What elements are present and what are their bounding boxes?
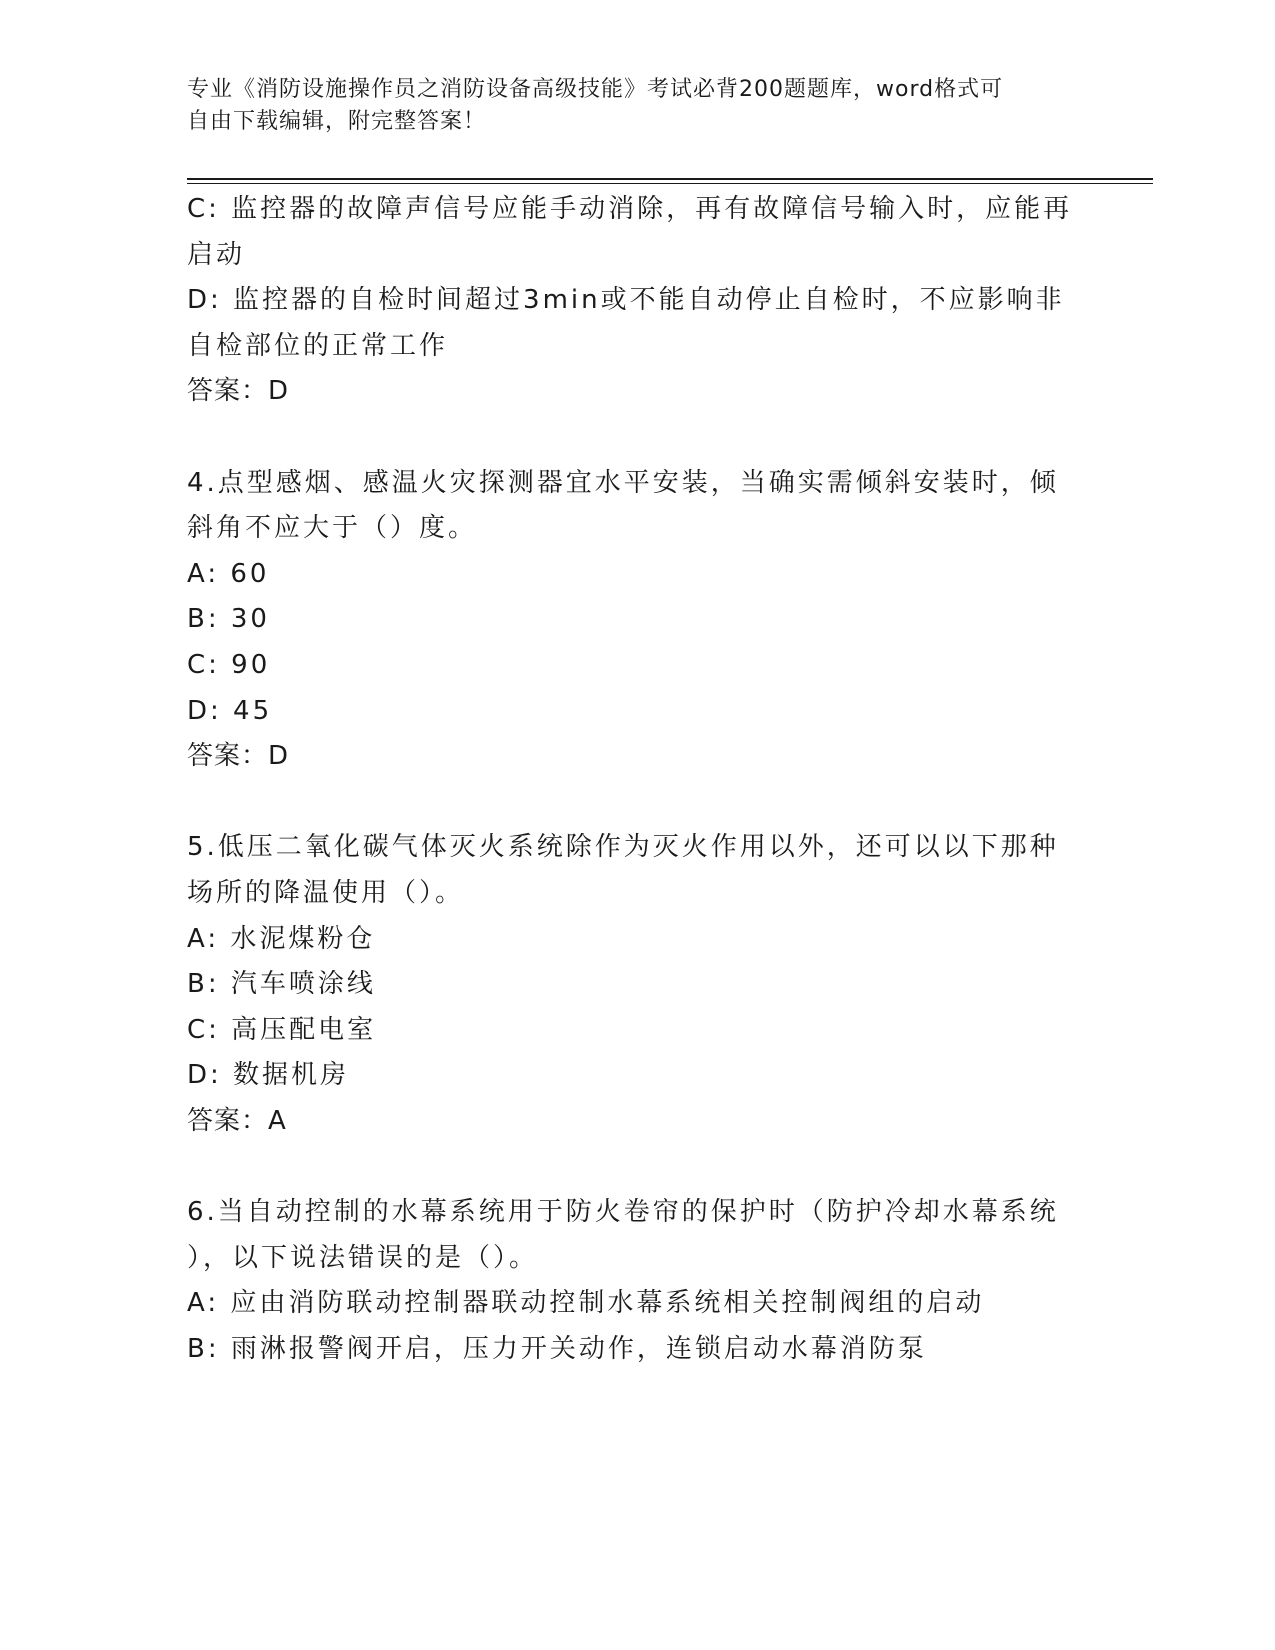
- question-4: [187, 461, 1087, 780]
- question-stem-line-2: 场所的降温使用（）。: [187, 877, 465, 908]
- option-c: C: 高压配电室: [187, 1014, 377, 1045]
- header-divider: [187, 178, 1153, 184]
- question-stem-line-1: 5.低压二氧化碳气体灭火系统除作为灭火作用以外，还可以以下那种: [187, 832, 1059, 863]
- option-d: D: 45: [187, 695, 273, 726]
- option-d-line-2: 自检部位的正常工作: [187, 330, 449, 361]
- option-b: B: 汽车喷涂线: [187, 969, 376, 1000]
- option-d: D: 数据机房: [187, 1060, 350, 1091]
- option-b: B: 雨淋报警阀开启，压力开关动作，连锁启动水幕消防泵: [187, 1333, 927, 1364]
- spacer: [187, 415, 1087, 461]
- option-c-line-1: C: 监控器的故障声信号应能手动消除，再有故障信号输入时，应能再: [187, 194, 1073, 224]
- spacer: [187, 780, 1087, 826]
- option-a: A: 60: [187, 558, 270, 589]
- option-d-line-1: D: 监控器的自检时间超过3min或不能自动停止自检时，不应影响非: [187, 285, 1065, 316]
- question-3-continued: [187, 187, 1087, 415]
- document-header: [187, 74, 1067, 138]
- option-a: A: 水泥煤粉仓: [187, 923, 376, 954]
- question-5: [187, 825, 1087, 1144]
- answer: 答案：A: [187, 1105, 287, 1136]
- document-body: [187, 187, 1087, 1372]
- option-c-line-2: 启动: [187, 239, 246, 270]
- question-stem-line-2: 斜角不应大于（）度。: [187, 513, 478, 544]
- question-stem-line-1: 6.当自动控制的水幕系统用于防火卷帘的保护时（防护冷却水幕系统: [187, 1197, 1059, 1228]
- answer: 答案：D: [187, 376, 290, 407]
- question-stem-line-1: 4.点型感烟、感温火灾探测器宜水平安装，当确实需倾斜安装时，倾: [187, 467, 1059, 498]
- question-stem-line-2: ），以下说法错误的是（）。: [187, 1242, 539, 1273]
- option-c: C: 90: [187, 649, 271, 680]
- question-6: [187, 1190, 1087, 1372]
- header-line-1: 专业《消防设施操作员之消防设备高级技能》考试必背200题题库，word格式可: [187, 77, 1004, 102]
- spacer: [187, 1144, 1087, 1190]
- option-b: B: 30: [187, 604, 270, 635]
- option-a: A: 应由消防联动控制器联动控制水幕系统相关控制阀组的启动: [187, 1288, 985, 1319]
- header-line-2: 自由下载编辑，附完整答案！: [187, 109, 487, 134]
- answer: 答案：D: [187, 741, 290, 772]
